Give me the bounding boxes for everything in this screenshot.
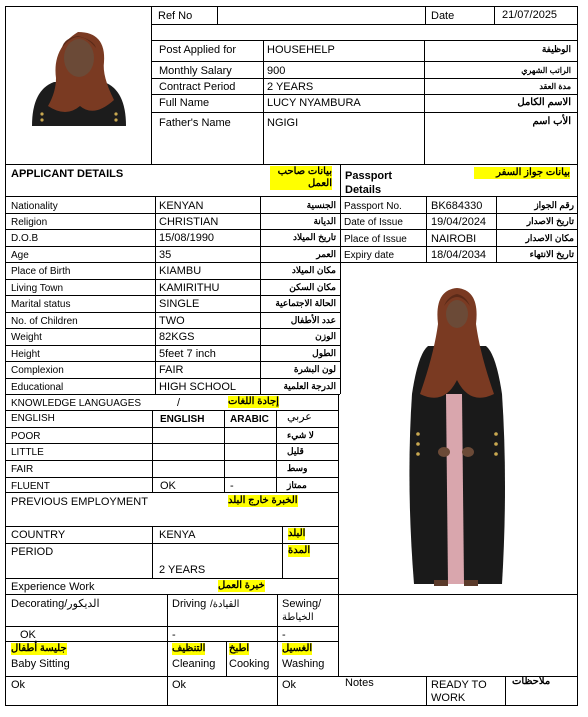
driving-ar: /القيادة [210,599,240,610]
period-label: PERIOD [11,546,54,558]
languages-slash: / [177,397,181,409]
notes-label: Notes [345,677,374,689]
applicant-field-label: Height [11,349,40,360]
baby-sitting-ar: جليسة أطفال [11,643,67,654]
washing-ar: الغسيل [282,643,313,654]
experience-title: Experience Work [11,581,95,593]
baby-sitting-label: Baby Sitting [11,658,70,670]
contract-period-ar: مدة العقد [539,82,571,91]
passport-details-title: Passport Details [345,170,393,196]
passport-field-value: NAIROBI [431,233,477,245]
full-name-ar: الاسم الكامل [517,97,571,108]
applicant-field-value: FAIR [159,364,184,376]
language-level-label: LITTLE [11,447,44,458]
lang-header-arabic: ARABIC [230,414,269,425]
monthly-salary-ar: الراتب الشهري [521,66,571,75]
applicant-field-label: Religion [11,217,48,228]
language-level-label: POOR [11,431,41,442]
language-level-ar: ممتاز [287,480,307,490]
notes-value: READY TO WORK [431,679,487,704]
applicant-field-value: KIAMBU [159,265,202,277]
languages-ar: إجادة اللغات [228,396,279,407]
applicant-field-label: No. of Children [11,316,78,327]
applicant-field-value: SINGLE [159,298,200,310]
applicant-field-label: Marital status [11,299,71,310]
passport-field-ar: مكان الاصدار [525,233,574,243]
language-level-label: FLUENT [11,481,50,492]
post-applied-label: Post Applied for [159,44,237,56]
notes-ar: ملاحظات [512,676,551,687]
cleaning-label: Cleaning [172,658,216,670]
driving-value: - [172,629,176,641]
applicant-field-value: 35 [159,249,172,261]
applicant-field-value: KENYAN [159,200,204,212]
cooking-ar: اطبخ [229,643,250,654]
date-label: Date [431,10,455,22]
date-value: 21/07/2025 [502,9,558,21]
applicant-field-value: HIGH SCHOOL [159,381,237,393]
country-value: KENYA [159,529,196,541]
applicant-field-value: 82KGS [159,331,195,343]
applicant-field-ar: الجنسية [306,200,336,210]
applicant-field-ar: مكان السكن [289,282,336,292]
fathers-name-ar: الأب اسم [532,116,571,127]
sewing-value: - [282,629,286,641]
applicant-field-value: KAMIRITHU [159,282,220,294]
passport-field-ar: تاريخ الانتهاء [529,249,574,259]
contract-period-value: 2 YEARS [267,81,314,93]
applicant-field-ar: تاريخ الميلاد [293,232,336,242]
full-name-value: LUCY NYAMBURA [267,97,361,109]
applicant-field-value: 15/08/1990 [159,232,215,244]
applicant-field-label: Age [11,250,29,261]
applicant-field-label: Place of Birth [11,266,71,277]
applicant-field-value: 5feet 7 inch [159,348,216,360]
passport-field-value: BK684330 [431,200,483,212]
period-value: 2 YEARS [159,564,206,576]
language-arabic-value: - [230,480,234,492]
passport-field-value: 18/04/2034 [431,249,487,261]
previous-employment-ar: الخبرة خارج البلد [228,495,298,506]
language-level-ar: لا شيء [287,430,314,440]
language-level-ar: وسط [287,463,308,473]
applicant-field-value: CHRISTIAN [159,216,219,228]
passport-field-label: Passport No. [344,201,402,212]
lang-header-english-2: ENGLISH [160,414,205,425]
sewing-label: Sewing/ [282,598,322,610]
languages-title: KNOWLEDGE LANGUAGES [11,398,142,409]
decorating-label: Decorating/الديكور [11,598,100,610]
applicant-field-ar: الديانة [313,216,336,226]
language-english-value: OK [160,480,176,492]
skill-value-2: Ok [172,679,187,691]
applicant-details-ar: بيانات صاحب العمل [270,166,332,190]
passport-field-label: Place of Issue [344,234,407,245]
country-ar: البلد [288,528,306,539]
applicant-field-ar: عدد الأطفال [290,315,336,325]
applicant-field-ar: الحالة الاجتماعية [275,298,336,308]
passport-field-ar: تاريخ الاصدار [526,216,574,226]
sewing-ar: الخياطة [282,612,314,623]
monthly-salary-label: Monthly Salary [159,65,232,77]
applicant-field-label: Nationality [11,201,58,212]
passport-field-ar: رقم الجواز [534,200,574,210]
washing-label: Washing [282,658,325,670]
applicant-full-body-photo [404,284,510,590]
passport-field-label: Date of Issue [344,217,403,228]
monthly-salary-value: 900 [267,65,286,77]
driving-label: Driving [172,598,207,610]
lang-header-english-1: ENGLISH [11,413,55,424]
cleaning-ar: التنظيف [172,643,206,654]
passport-field-value: 19/04/2024 [431,216,487,228]
applicant-headshot [28,18,130,126]
post-applied-ar: الوظيفة [541,44,571,54]
applicant-field-ar: الطول [312,348,336,358]
applicant-field-ar: الدرجة العلمية [283,381,336,391]
decorating-value: OK [20,629,36,641]
applicant-field-ar: العمر [316,249,336,259]
applicant-field-ar: لون البشرة [293,364,336,374]
applicant-field-label: D.O.B [11,233,39,244]
language-level-ar: قليل [287,446,304,456]
applicant-field-value: TWO [159,315,185,327]
post-applied-value: HOUSEHELP [267,44,335,56]
fathers-name-label: Father's Name [159,117,231,129]
applicant-details-title: APPLICANT DETAILS [11,168,124,180]
skill-value-1: Ok [11,679,26,691]
ref-no-label: Ref No [158,10,193,22]
lang-header-ar: عربي [287,411,312,423]
language-level-label: FAIR [11,464,34,475]
country-label: COUNTRY [11,529,66,541]
passport-details-ar: بيانات جواز السفر [474,167,570,179]
cooking-label: Cooking [229,658,270,670]
applicant-field-label: Educational [11,382,64,393]
passport-field-label: Expiry date [344,250,395,261]
previous-employment-title: PREVIOUS EMPLOYMENT [11,496,148,508]
contract-period-label: Contract Period [159,81,236,93]
applicant-field-label: Weight [11,332,42,343]
applicant-field-label: Living Town [11,283,64,294]
applicant-field-ar: مكان الميلاد [291,265,336,275]
fathers-name-value: NGIGI [267,117,299,129]
full-name-label: Full Name [159,97,210,109]
period-ar: المدة [288,545,311,556]
skill-value-3: Ok [282,679,297,691]
applicant-field-label: Complexion [11,365,64,376]
applicant-field-ar: الوزن [315,331,336,341]
experience-ar: خبرة العمل [218,580,265,591]
